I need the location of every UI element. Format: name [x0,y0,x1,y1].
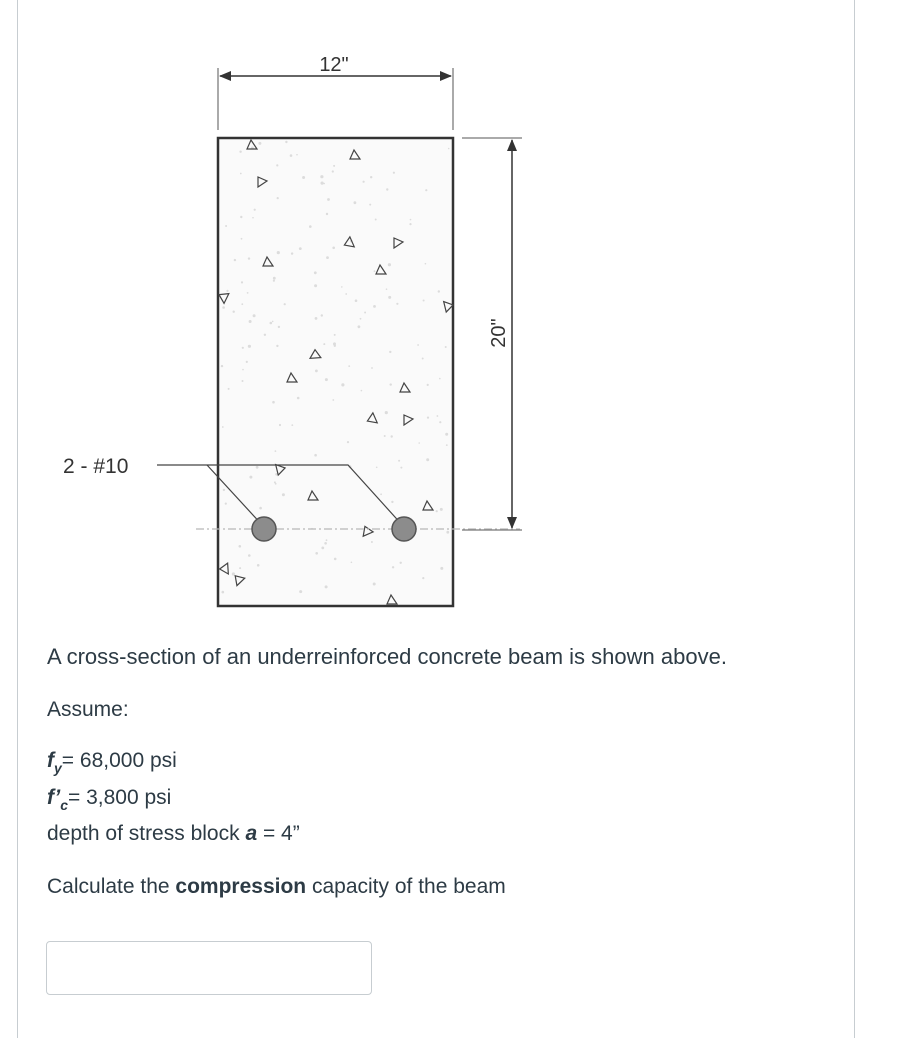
speckle [259,507,262,510]
speckle [351,562,353,564]
speckle [320,175,323,178]
speckle [242,347,244,349]
speckle [427,417,429,419]
speckle [373,583,376,586]
speckle [354,201,357,204]
speckle [390,383,392,385]
speckle [358,325,361,328]
speckle [324,542,327,545]
rebar-label: 2 - #10 [63,455,129,478]
speckle [341,286,343,288]
speckle [223,489,225,491]
rebar-right [392,517,416,541]
speckle [334,334,336,336]
speckle [325,378,328,381]
speckle [225,225,227,227]
answer-input[interactable] [46,941,372,995]
speckle [241,281,243,283]
speckle [422,358,424,360]
speckle [388,296,391,299]
param-fc [47,785,172,813]
speckle [448,148,450,150]
speckle [410,219,412,221]
speckle [272,401,275,404]
speckle [341,383,344,386]
speckle [426,458,429,461]
speckle [284,303,286,305]
speckle [345,293,347,295]
speckle [384,435,386,437]
speckle [240,173,242,175]
speckle [309,225,312,228]
speckle [290,154,293,157]
speckle [321,547,324,550]
speckle [438,290,440,292]
a-prefix: depth of stress block [47,822,246,845]
speckle [248,257,250,259]
speckle [391,435,393,437]
speckle [254,209,256,211]
speckle [333,165,335,167]
speckle [315,370,318,373]
assume-label: Assume: [47,698,129,721]
speckle [299,590,302,593]
param-fy [47,748,177,776]
speckle [375,219,377,221]
speckle [418,442,420,444]
speckle [445,346,447,348]
speckle [277,197,279,199]
speckle [376,467,378,469]
speckle [380,493,382,495]
speckle [257,564,260,567]
speckle [437,415,439,417]
speckle [272,321,274,323]
speckle [347,441,349,443]
fc-value: = 3,800 psi [68,786,172,809]
speckle [302,176,305,179]
speckle [273,280,275,282]
speckle [258,142,261,145]
speckle [222,306,225,309]
speckle [326,256,329,259]
speckle [374,270,376,272]
question-after: capacity of the beam [306,875,506,898]
fy-value: = 68,000 psi [61,749,177,772]
speckle [334,345,336,347]
speckle [373,305,376,308]
param-a [47,821,300,846]
problem-intro: A cross-section of an underreinforced concrete beam is shown above. [47,644,727,669]
speckle [225,503,227,505]
speckle [274,481,276,483]
a-symbol: a [245,822,258,845]
speckle [249,320,252,323]
speckle [252,217,254,219]
speckle [391,501,393,503]
speckle [348,365,350,367]
speckle [439,378,441,380]
speckle [385,411,388,414]
speckle [314,454,317,457]
speckle [417,344,419,346]
speckle [386,288,388,290]
speckle [422,577,424,579]
speckle [276,345,278,347]
speckle [247,292,249,294]
speckle [297,397,300,400]
fc-subscript: c [60,797,69,813]
speckle [425,263,427,265]
speckle [327,198,330,201]
speckle [279,424,281,426]
speckle [371,367,373,369]
speckle [393,172,395,174]
speckle [226,290,228,292]
speckle [389,351,391,353]
speckle [400,562,402,564]
speckle [386,188,388,190]
speckle [400,467,402,469]
speckle [275,450,277,452]
speckle [248,345,251,348]
speckle [361,390,363,392]
speckle [285,141,287,143]
speckle [321,182,324,185]
speckle [241,303,243,305]
speckle [239,545,242,548]
speckle [370,176,372,178]
speckle [445,433,448,436]
speckle [242,369,244,371]
height-label: 20" [488,318,510,348]
speckle [363,181,365,183]
speckle [246,361,248,363]
a-value: = 4” [257,822,300,845]
speckle [439,421,441,423]
speckle [388,263,391,266]
question-bold: compression [175,875,307,898]
speckle [446,444,448,446]
question-text [47,874,506,899]
speckle [332,399,334,401]
speckle [446,531,449,534]
speckle [326,213,328,215]
question-before: Calculate the [47,875,176,898]
fy-symbol: f [47,749,54,772]
rebar-left [252,517,276,541]
speckle [296,154,298,156]
speckle [315,317,318,320]
speckle [273,277,276,280]
speckle [291,252,293,254]
speckle [326,539,328,541]
speckle [221,365,223,367]
speckle [314,271,317,274]
speckle [291,424,293,426]
speckle [248,554,251,557]
speckle [239,567,241,569]
speckle [256,466,259,469]
speckle [239,151,241,153]
speckle [332,247,335,250]
speckle [440,508,443,511]
speckle [241,238,243,240]
speckle [240,216,242,218]
speckle [371,541,373,543]
speckle [396,303,398,305]
speckle [314,284,317,287]
speckle [299,247,302,250]
speckle [234,259,236,261]
fy-subscript: y [54,760,62,776]
speckle [277,251,280,254]
fc-symbol: f’ [47,786,61,809]
speckle [436,510,438,512]
speckle [332,170,334,172]
speckle [323,343,325,345]
speckle [325,585,328,588]
speckle [355,299,358,302]
speckle [315,552,318,555]
speckle [276,164,278,166]
speckle [392,566,394,568]
speckle [409,223,411,225]
speckle [440,567,443,570]
speckle [427,384,429,386]
speckle [369,204,371,206]
speckle [264,334,266,336]
speckle [282,493,285,496]
speckle [425,189,427,191]
speckle [242,380,244,382]
speckle [249,476,252,479]
speckle [222,591,225,594]
speckle [253,314,256,317]
speckle [423,300,425,302]
speckle [360,318,362,320]
speckle [364,312,366,314]
speckle [228,388,230,390]
width-label: 12" [319,54,349,76]
speckle [321,314,323,316]
speckle [398,460,400,462]
speckle [278,326,280,328]
speckle [334,558,337,561]
speckle [222,426,224,428]
speckle [233,311,235,313]
speckle [270,322,273,325]
